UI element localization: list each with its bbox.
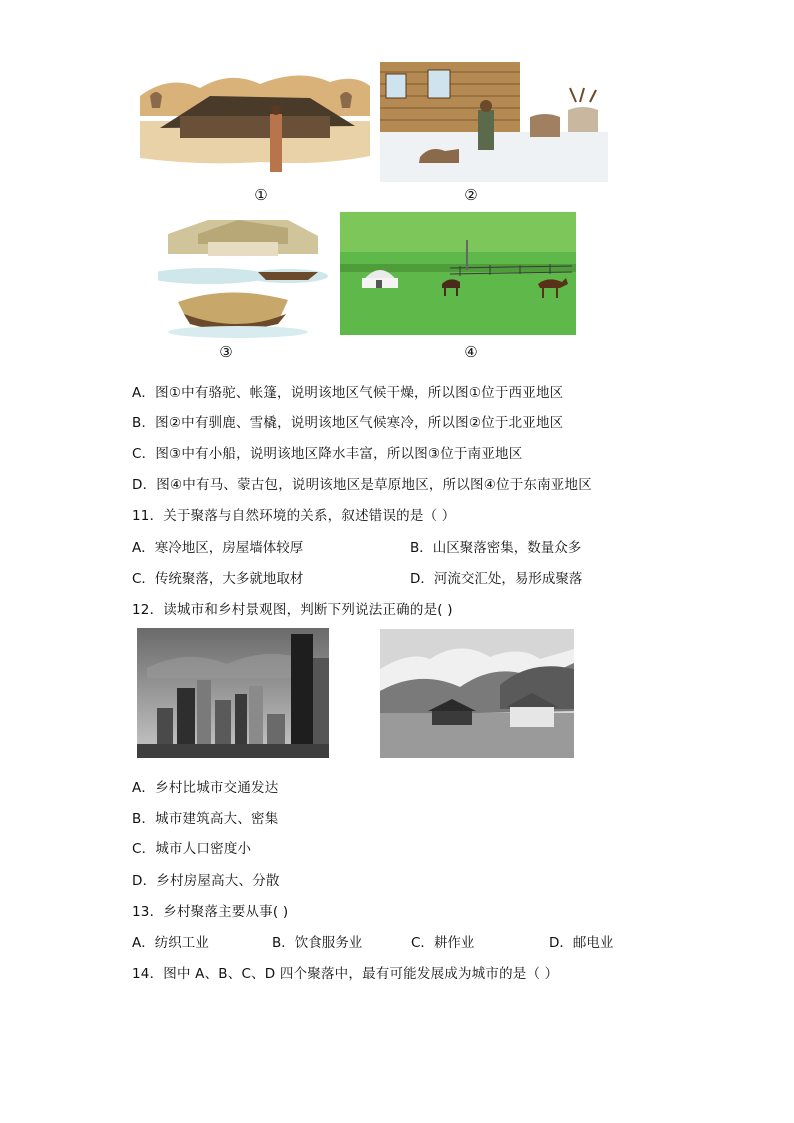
- q12-stem: 12．读城市和乡村景观图，判断下列说法正确的是( ): [132, 602, 453, 618]
- desert-tents-illustration: [140, 66, 370, 182]
- figure-2-caption: ②: [464, 186, 478, 204]
- q13-stem: 13．乡村聚落主要从事( ): [132, 904, 289, 920]
- q11-option-c: C．传统聚落，大多就地取材: [132, 571, 304, 587]
- figure-grassland-yurt: [340, 212, 576, 335]
- figure-1-caption: ①: [254, 186, 268, 204]
- figure-rural-landscape: [380, 629, 574, 758]
- grassland-yurt-photo: [340, 212, 576, 335]
- water-village-illustration: [158, 214, 336, 340]
- q10-option-b: B．图②中有驯鹿、雪橇，说明该地区气候寒冷，所以图②位于北亚地区: [132, 415, 564, 431]
- q12-option-d: D．乡村房屋高大、分散: [132, 873, 280, 889]
- q14-stem: 14．图中 A、B、C、D 四个聚落中，最有可能发展成为城市的是（ ）: [132, 966, 559, 982]
- q11-stem: 11．关于聚落与自然环境的关系，叙述错误的是（ ）: [132, 508, 456, 524]
- q12-option-a: A．乡村比城市交通发达: [132, 780, 279, 796]
- figure-4-caption: ④: [464, 343, 478, 361]
- figure-city-skyline: [137, 628, 329, 758]
- q11-option-d: D．河流交汇处，易形成聚落: [410, 571, 583, 587]
- rural-landscape-photo: [380, 629, 574, 758]
- q11-option-b: B．山区聚落密集，数量众多: [410, 540, 582, 556]
- figure-reindeer-sled: [380, 62, 608, 182]
- q13-option-b: B．饮食服务业: [272, 935, 363, 951]
- q12-option-b: B．城市建筑高大、密集: [132, 811, 279, 827]
- q13-option-a: A．纺织工业: [132, 935, 209, 951]
- q10-option-d: D．图④中有马、蒙古包，说明该地区是草原地区，所以图④位于东南亚地区: [132, 477, 592, 493]
- q13-option-d: D．邮电业: [549, 935, 614, 951]
- city-skyline-photo: [137, 628, 329, 758]
- q10-option-c: C．图③中有小船，说明该地区降水丰富，所以图③位于南亚地区: [132, 446, 523, 462]
- q10-option-a: A．图①中有骆驼、帐篷，说明该地区气候干燥，所以图①位于西亚地区: [132, 385, 564, 401]
- figure-water-village: [158, 214, 336, 340]
- figure-3-caption: ③: [219, 343, 233, 361]
- figure-desert-tents: [140, 66, 370, 182]
- reindeer-sled-illustration: [380, 62, 608, 182]
- q11-option-a: A．寒冷地区，房屋墙体较厚: [132, 540, 304, 556]
- q13-option-c: C．耕作业: [411, 935, 475, 951]
- q12-option-c: C．城市人口密度小: [132, 841, 252, 857]
